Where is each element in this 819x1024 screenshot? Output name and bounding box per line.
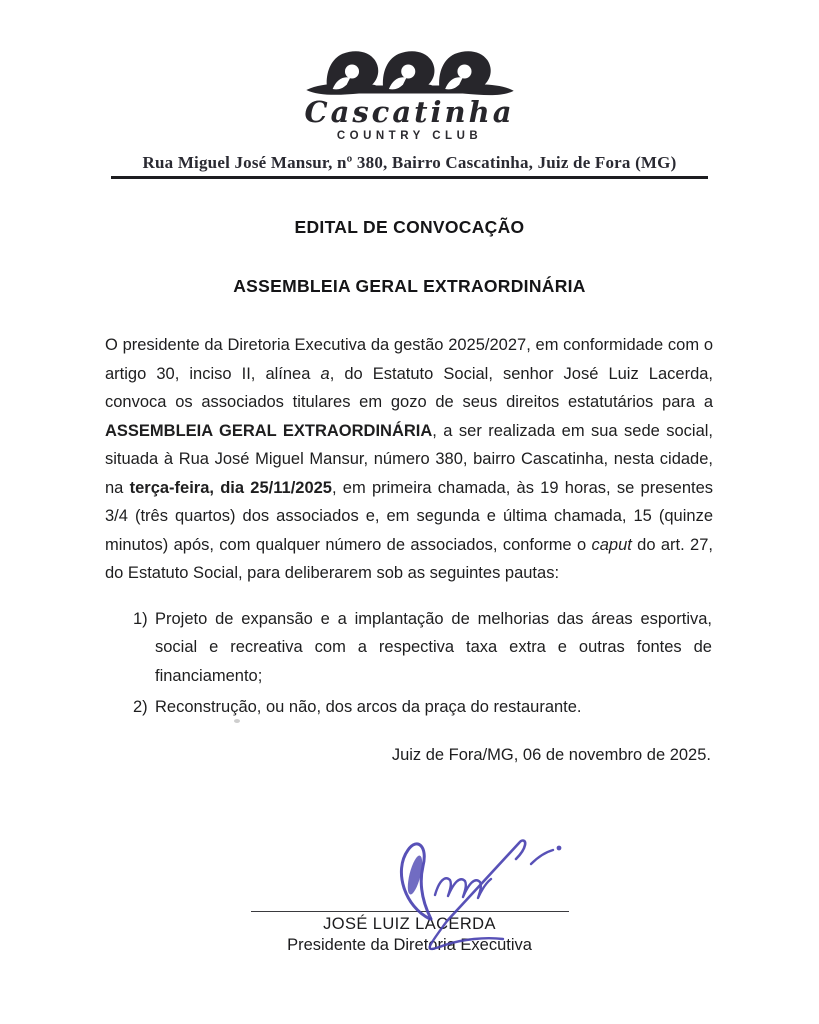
document-subtitle: ASSEMBLEIA GERAL EXTRAORDINÁRIA — [233, 276, 586, 296]
body-segment: do art. 27, do Estatuto Social, para deliberarem sob as seguintes pautas: — [105, 535, 713, 582]
body-segment: , a ser realizada em sua sede social, situada à Rua José Miguel Mansur, número 380, bairro Cascatinha, nesta cidade, na — [105, 421, 713, 497]
club-address: Rua Miguel José Mansur, nº 380, Bairro Cascatinha, Juiz de Fora (MG) — [142, 153, 677, 172]
signature-line — [251, 911, 569, 912]
body-segment: O presidente da Diretoria Executiva da gestão 2025/2027, em conformidade com o artigo 30, inciso II, alínea — [105, 336, 713, 383]
header-divider — [111, 176, 708, 179]
body-segment-bold: ASSEMBLEIA GERAL EXTRAORDINÁRIA — [105, 421, 433, 440]
document-title: EDITAL DE CONVOCAÇÃO — [294, 217, 525, 237]
body-segment: , em primeira chamada, às 19 horas, se presentes 3/4 (três quartos) dos associados e, em segunda e última chamada, 15 (quinze minutos) após, com qualquer número de associados, conforme o — [105, 478, 714, 554]
scan-speck — [234, 719, 240, 723]
body-segment: , do Estatuto Social, senhor José Luiz Lacerda, convoca os associados titulares em gozo de seus direitos estatutários para a — [105, 364, 714, 411]
club-subtitle: COUNTRY CLUB — [336, 130, 483, 142]
list-item — [133, 605, 712, 691]
signer-name: JOSÉ LUIZ LACERDA — [323, 914, 496, 933]
list-item-number: 1) — [133, 609, 148, 628]
agenda-list — [133, 605, 712, 722]
letterhead — [0, 0, 819, 179]
signer-title: Presidente da Diretoria Executiva — [287, 935, 532, 954]
dateline: Juiz de Fora/MG, 06 de novembro de 2025. — [391, 745, 711, 764]
list-item-text: Projeto de expansão e a implantação de melhorias das áreas esportiva, social e recreativa com a respectiva taxa extra e outras fontes de financiamento; — [155, 609, 712, 685]
convocation-paragraph — [105, 331, 713, 588]
list-item-text: Reconstrução, ou não, dos arcos da praça do restaurante. — [155, 698, 582, 716]
club-name: Cascatinha — [304, 95, 515, 129]
list-item — [133, 693, 712, 722]
body-segment-bold: terça-feira, dia 25/11/2025 — [129, 478, 332, 497]
body-segment-italic: caput — [591, 535, 632, 554]
list-item-number: 2) — [133, 698, 148, 716]
signature-block — [250, 765, 570, 955]
body-segment-italic: a — [320, 364, 330, 383]
